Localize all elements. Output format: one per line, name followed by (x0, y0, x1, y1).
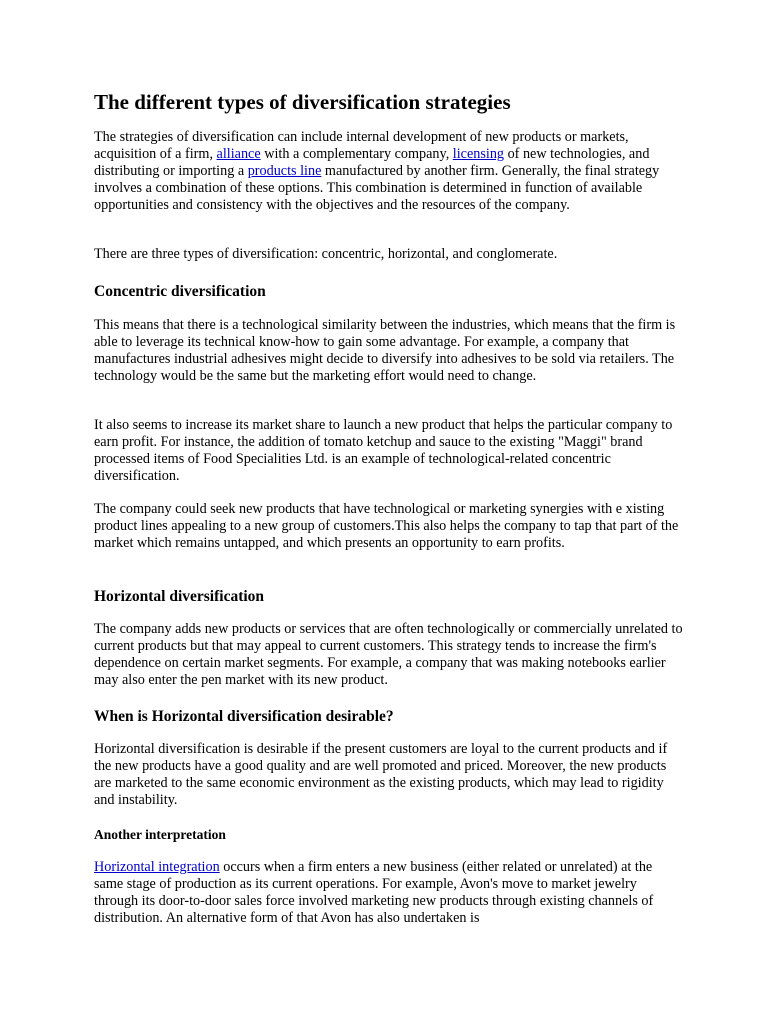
products-line-link[interactable]: products line (247, 162, 322, 179)
another-paragraph (94, 859, 684, 927)
intro-text-1: The strategies of diversification can include internal development of new products or markets, acquisition of a firm, (94, 129, 629, 162)
horizontal-paragraph: The company adds new products or services that are often technologically or commercially unrelated to current products but that may appeal to current customers. This strategy tends to increase the firm's dependence on certain market segments. For example, a company that was making notebooks earlier may also enter the pen market with its new product. (94, 621, 683, 688)
intro-text-2: with a complementary company, (260, 145, 453, 162)
page-title: The different types of diversification strategies (94, 90, 511, 114)
another-heading: Another interpretation (94, 827, 226, 842)
horizontal-heading: Horizontal diversification (94, 588, 265, 605)
intro-text-3: of new technologies, and distributing or importing a (94, 145, 650, 179)
intro-text-4: manufactured by another firm. Generally, the final strategy involves a combination of these options. This combination is determined in function of available opportunities and consistency with the objectives and the resources of the company. (94, 162, 660, 213)
another-text: occurs when a firm enters a new business (either related or unrelated) at the same stage of production as its current operations. For example, Avon's move to market jewelry through its door-to-door sales force involved marketing new products through existing channels of distribution. An alternative form of that Avon has also undertaken is (94, 859, 654, 926)
concentric-paragraph-2: It also seems to increase its market share to launch a new product that helps the particular company to earn profit. For instance, the addition of tomato ketchup and sauce to the existing "Maggi" brand processed items of Food Specialities Ltd. is an example of technological-related concentric diversification. (94, 417, 673, 484)
alliance-link[interactable]: alliance (216, 145, 261, 162)
desirable-heading: When is Horizontal diversification desirable? (94, 708, 394, 725)
intro-paragraph (94, 129, 684, 214)
concentric-paragraph-3: The company could seek new products that have technological or marketing synergies with e xisting product lines appealing to a new group of customers.This also helps the company to tap that part of the market which remains untapped, and which presents an opportunity to earn profits. (94, 501, 679, 551)
licensing-link[interactable]: licensing (452, 145, 505, 162)
types-paragraph: There are three types of diversification: concentric, horizontal, and conglomerate. (94, 246, 558, 262)
concentric-paragraph-1: This means that there is a technological similarity between the industries, which means that the firm is able to leverage its technical know-how to gain some advantage. For example, a company that manufactures industrial adhesives might decide to diversify into adhesives to be sold via retailers. The technology would be the same but the marketing effort would need to change. (94, 317, 676, 384)
concentric-heading: Concentric diversification (94, 283, 266, 300)
desirable-paragraph: Horizontal diversification is desirable if the present customers are loyal to the current products and if the new products have a good quality and are well promoted and priced. Moreover, the new products are marketed to the same economic environment as the existing products, which may lead to rigidity and instability. (94, 741, 668, 808)
horizontal-integration-link[interactable]: Horizontal integration (94, 859, 220, 875)
